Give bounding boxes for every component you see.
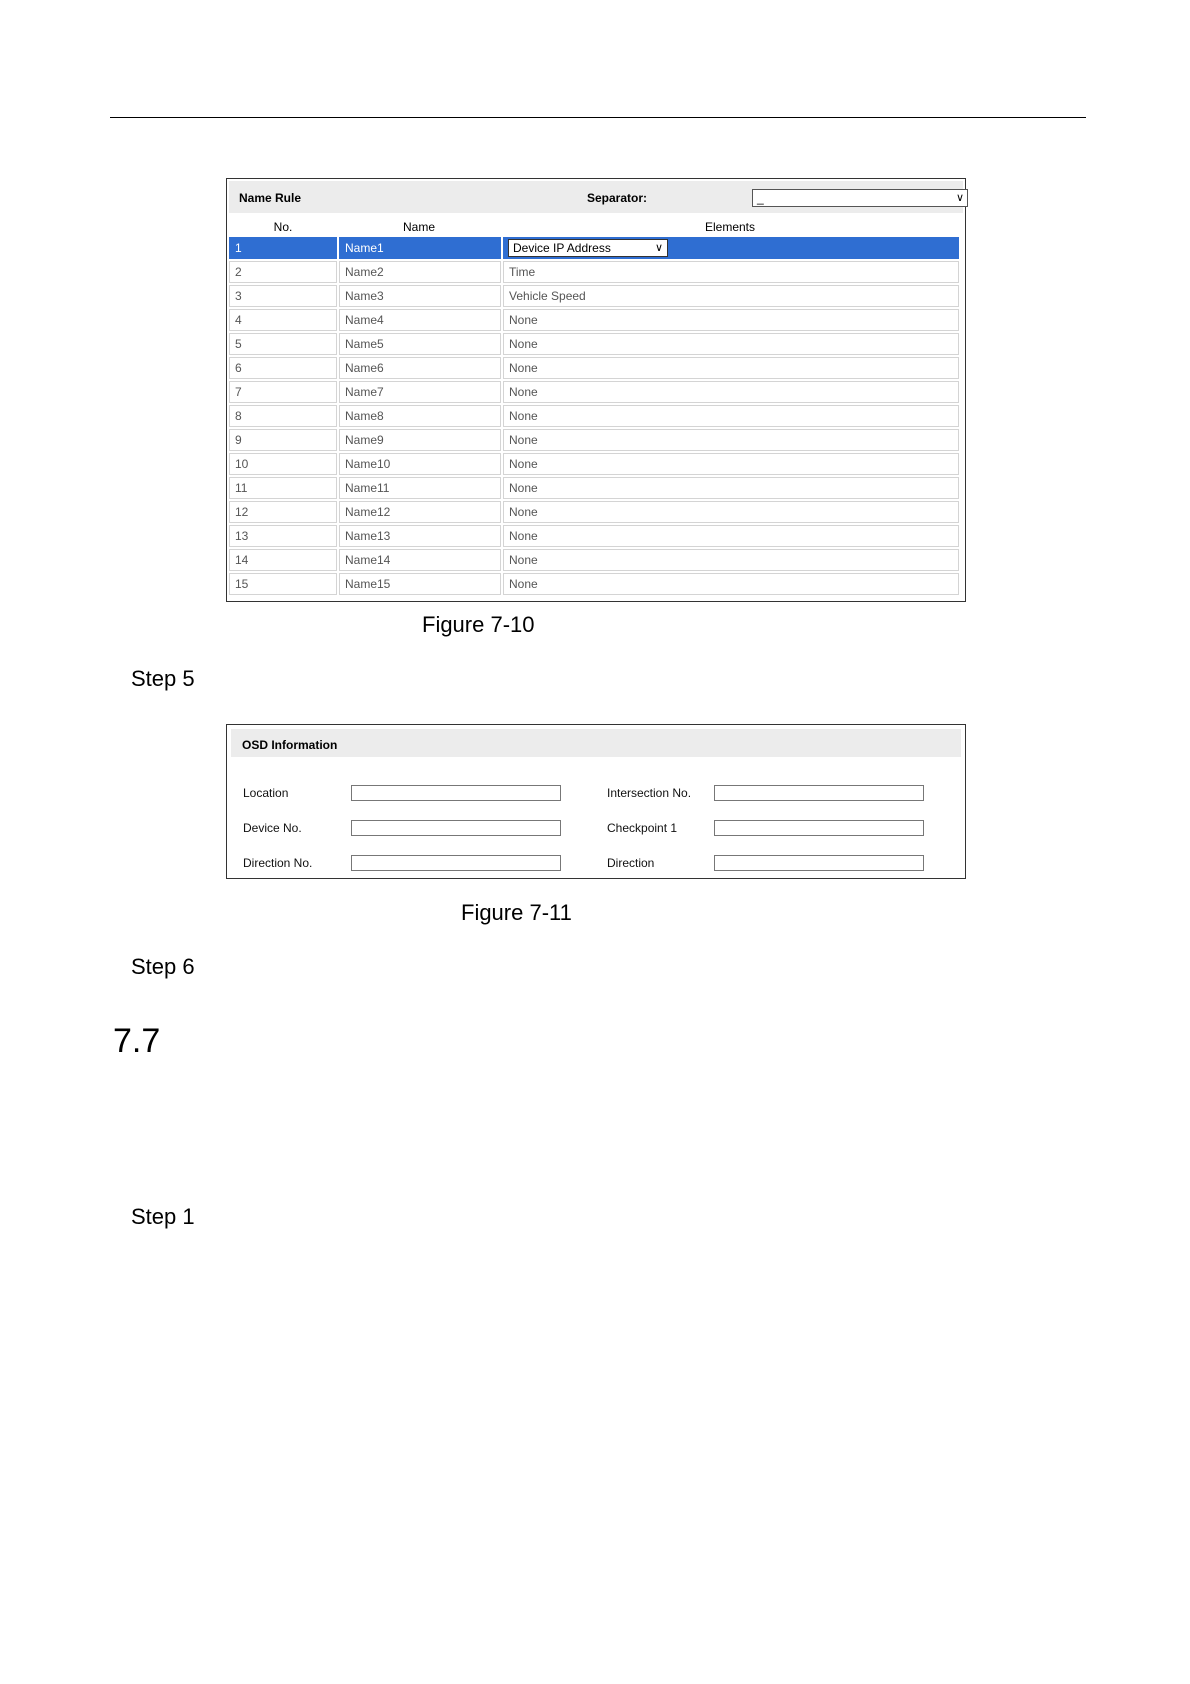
- column-header-elements: Elements: [704, 220, 756, 234]
- row-name: Name6: [339, 357, 501, 379]
- table-row[interactable]: [229, 309, 959, 331]
- direction-label: Direction: [607, 856, 655, 870]
- row-element: Time: [503, 261, 959, 283]
- row-element: Vehicle Speed: [503, 285, 959, 307]
- name-rule-rows: [229, 237, 959, 597]
- osd-header: [231, 729, 961, 757]
- row-name: Name15: [339, 573, 501, 595]
- separator-value: _: [757, 191, 764, 205]
- row-no: 11: [229, 477, 337, 499]
- row-element: None: [503, 429, 959, 451]
- separator-label: Separator:: [587, 191, 648, 205]
- name-rule-title: Name Rule: [239, 191, 302, 205]
- row-no: 13: [229, 525, 337, 547]
- direction-no-input[interactable]: [351, 855, 561, 871]
- row-name: Name8: [339, 405, 501, 427]
- separator-select[interactable]: [752, 189, 968, 207]
- row-element: None: [503, 381, 959, 403]
- table-row[interactable]: [229, 237, 959, 259]
- checkpoint-input[interactable]: [714, 820, 924, 836]
- row-no: 8: [229, 405, 337, 427]
- row-name: Name11: [339, 477, 501, 499]
- direction-no-label: Direction No.: [243, 856, 313, 870]
- name-rule-panel: [226, 178, 966, 602]
- intersection-no-label: Intersection No.: [607, 786, 692, 800]
- row-name: Name12: [339, 501, 501, 523]
- row-element: None: [503, 525, 959, 547]
- row-no: 1: [229, 237, 337, 259]
- row-name: Name13: [339, 525, 501, 547]
- header-rule: [110, 117, 1086, 118]
- table-row[interactable]: [229, 261, 959, 283]
- table-row[interactable]: [229, 405, 959, 427]
- checkpoint-label: Checkpoint 1: [607, 821, 678, 835]
- row-element: None: [503, 501, 959, 523]
- column-header-name: Name: [402, 220, 435, 234]
- row-no: 5: [229, 333, 337, 355]
- table-row[interactable]: [229, 501, 959, 523]
- row-element: None: [503, 573, 959, 595]
- table-row[interactable]: [229, 357, 959, 379]
- row-name: Name9: [339, 429, 501, 451]
- row-no: 3: [229, 285, 337, 307]
- row-element: None: [503, 549, 959, 571]
- row-name: Name2: [339, 261, 501, 283]
- row-element: None: [503, 405, 959, 427]
- row-name: Name3: [339, 285, 501, 307]
- row-no: 6: [229, 357, 337, 379]
- figure-7-11-caption: Figure 7-11: [461, 900, 572, 925]
- row-element: None: [503, 357, 959, 379]
- table-row[interactable]: [229, 573, 959, 595]
- section-number: 7.7: [113, 1022, 161, 1060]
- location-label: Location: [243, 786, 289, 800]
- table-row[interactable]: [229, 453, 959, 475]
- row-element: None: [503, 477, 959, 499]
- figure-7-10-caption: Figure 7-10: [422, 612, 535, 637]
- row-name: Name7: [339, 381, 501, 403]
- row-no: 4: [229, 309, 337, 331]
- element-select-value: Device IP Address: [513, 241, 611, 255]
- device-no-input[interactable]: [351, 820, 561, 836]
- row-element: None: [503, 453, 959, 475]
- device-no-label: Device No.: [243, 821, 302, 835]
- element-select[interactable]: [508, 239, 668, 257]
- row-name: Name10: [339, 453, 501, 475]
- row-name: Name1: [339, 237, 501, 259]
- location-input[interactable]: [351, 785, 561, 801]
- direction-input[interactable]: [714, 855, 924, 871]
- intersection-no-input[interactable]: [714, 785, 924, 801]
- row-no: 14: [229, 549, 337, 571]
- row-no: 7: [229, 381, 337, 403]
- row-no: 9: [229, 429, 337, 451]
- row-no: 12: [229, 501, 337, 523]
- step-5: Step 5: [131, 666, 195, 691]
- name-rule-header: [229, 181, 963, 213]
- row-name: Name4: [339, 309, 501, 331]
- step-1: Step 1: [131, 1204, 195, 1229]
- table-row[interactable]: [229, 549, 959, 571]
- osd-information-panel: [226, 724, 966, 879]
- chevron-down-icon: ∨: [955, 192, 964, 204]
- row-element-cell: [503, 237, 959, 259]
- row-element: None: [503, 309, 959, 331]
- table-row[interactable]: [229, 381, 959, 403]
- row-no: 2: [229, 261, 337, 283]
- row-element: None: [503, 333, 959, 355]
- table-row[interactable]: [229, 525, 959, 547]
- row-name: Name5: [339, 333, 501, 355]
- chevron-down-icon: ∨: [654, 242, 663, 254]
- column-header-no: No.: [273, 220, 293, 234]
- osd-title: OSD Information: [242, 738, 338, 752]
- table-row[interactable]: [229, 477, 959, 499]
- row-no: 15: [229, 573, 337, 595]
- table-row[interactable]: [229, 285, 959, 307]
- row-no: 10: [229, 453, 337, 475]
- table-row[interactable]: [229, 429, 959, 451]
- step-6: Step 6: [131, 954, 195, 979]
- table-row[interactable]: [229, 333, 959, 355]
- row-name: Name14: [339, 549, 501, 571]
